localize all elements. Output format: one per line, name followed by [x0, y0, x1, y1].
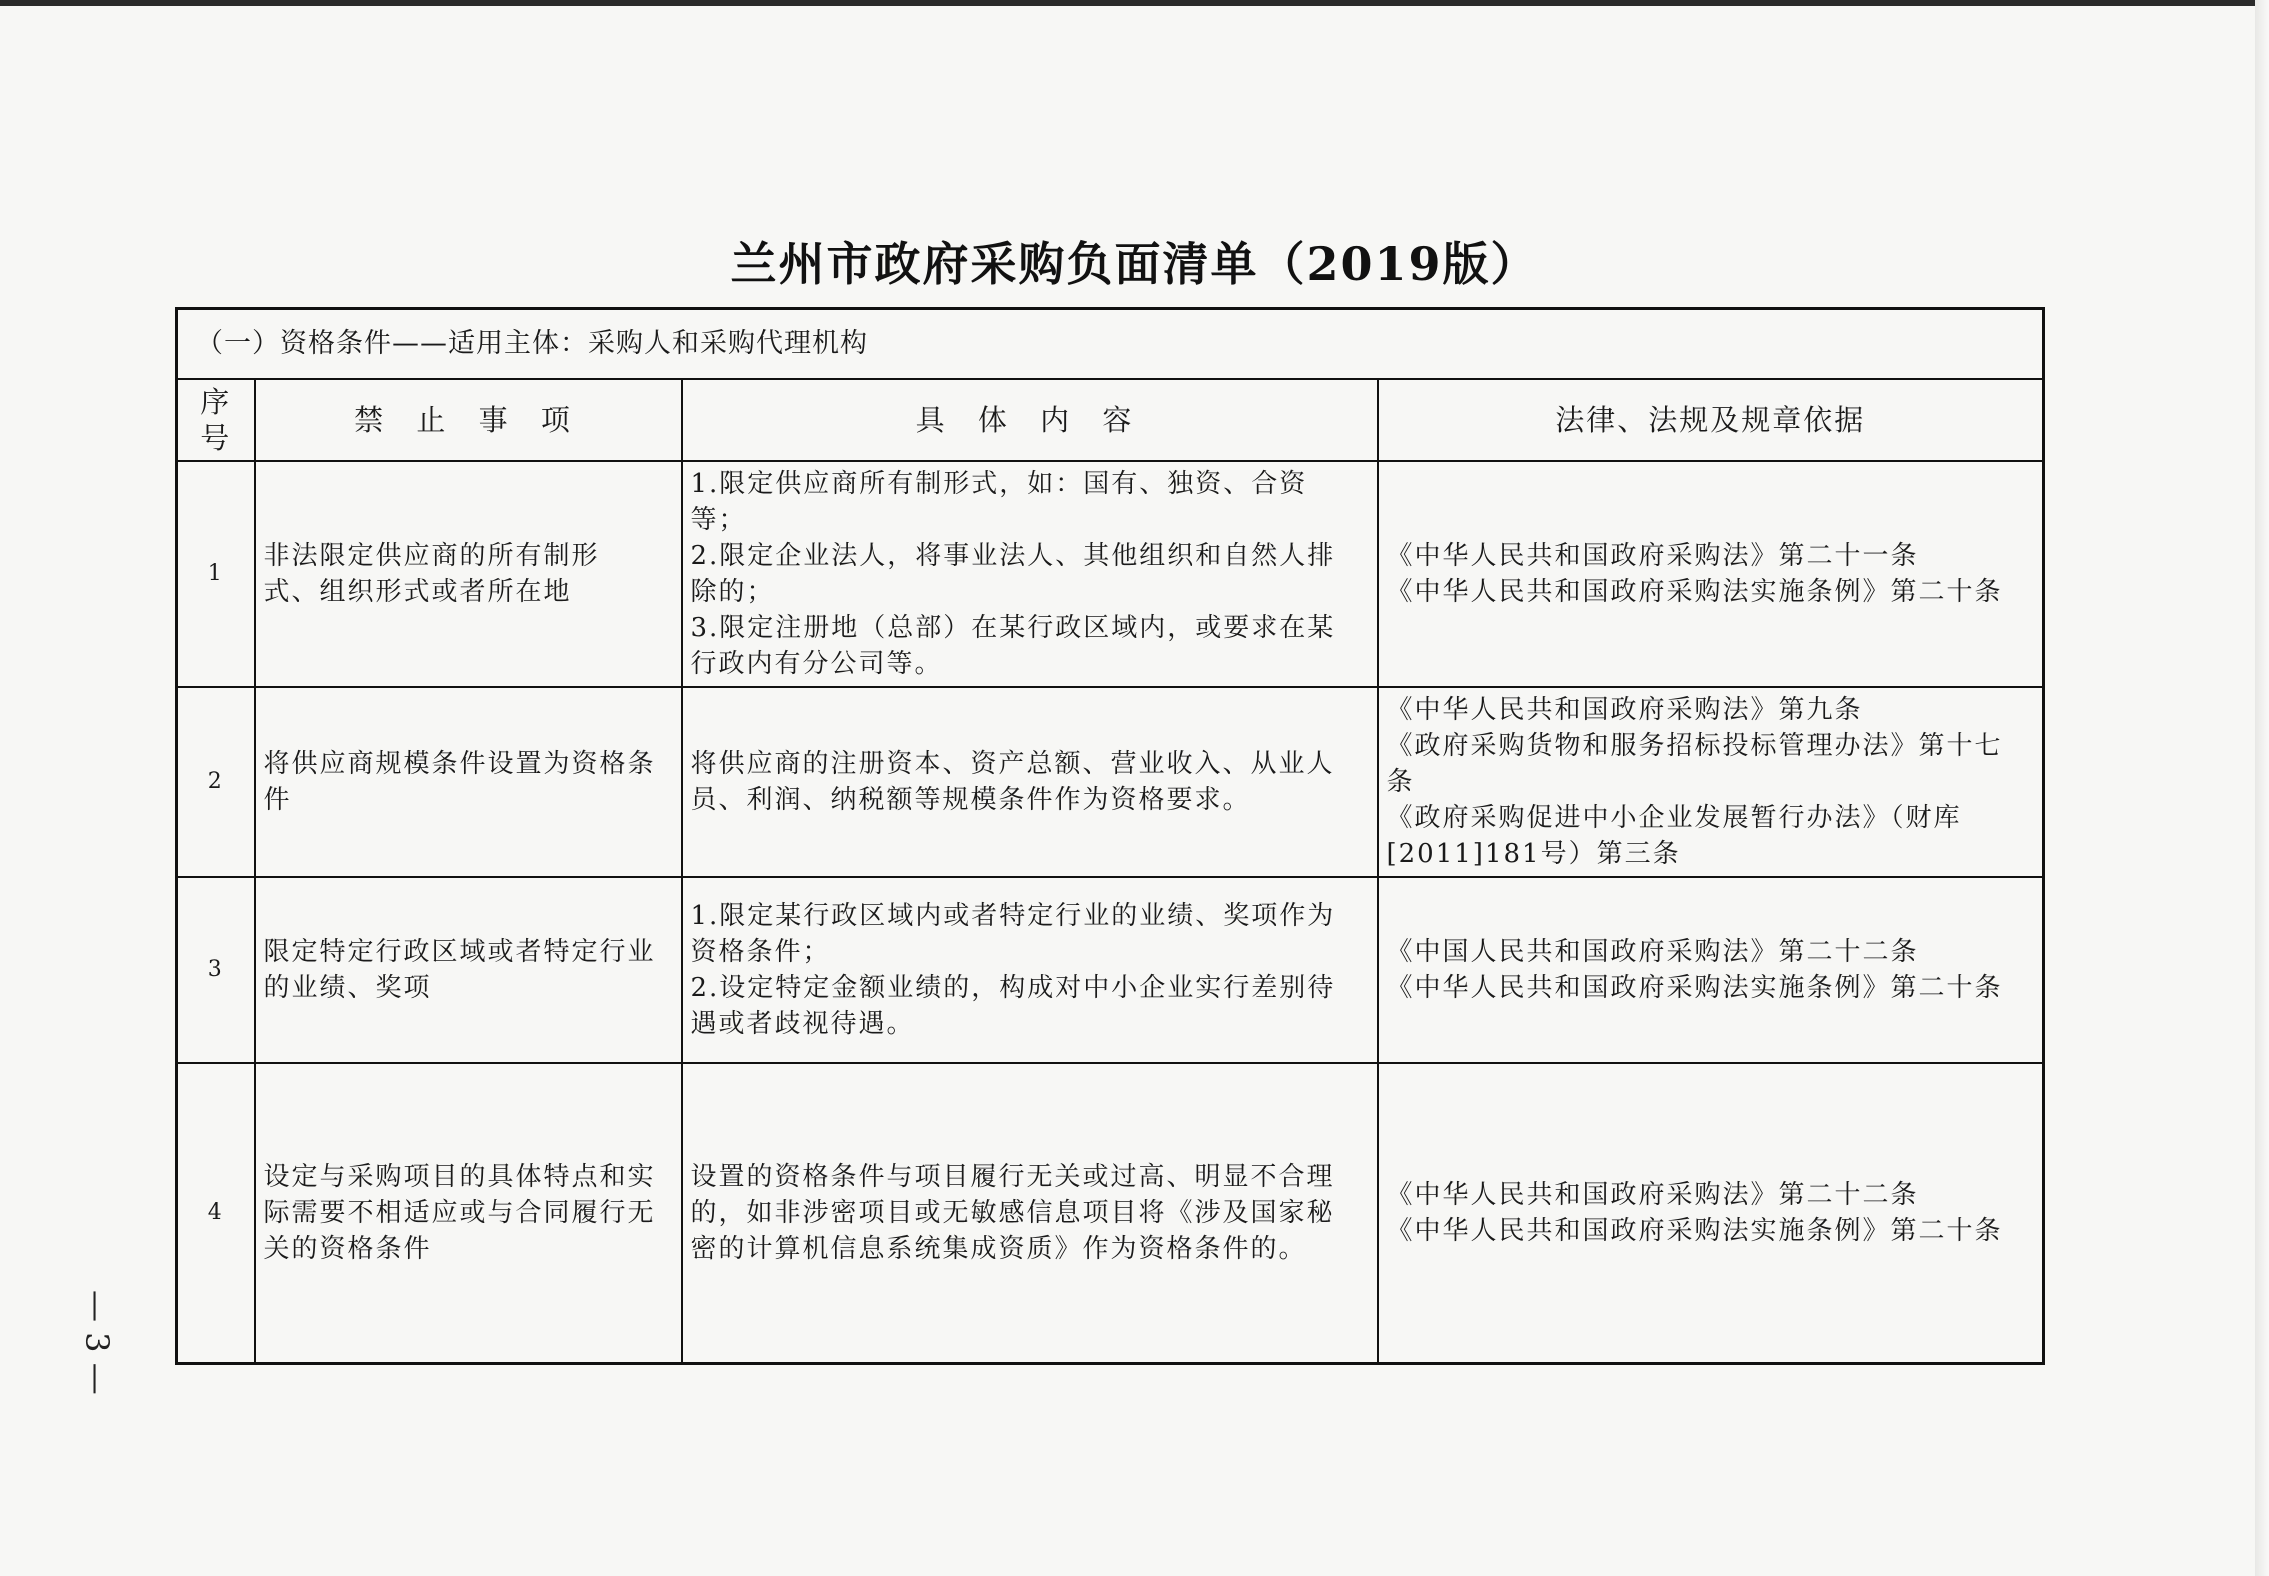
- row-index: 3: [177, 877, 255, 1063]
- scan-edge-top: [0, 0, 2269, 6]
- cell-line: 1.限定供应商所有制形式，如：国有、独资、合资: [690, 469, 1308, 499]
- cell-line: 的，如非涉密项目或无敏感信息项目将《涉及国家秘: [690, 1197, 1335, 1228]
- cell-line: 《政府采购货物和服务招标投标管理办法》第十七: [1386, 731, 2003, 761]
- specific-content-cell: [682, 461, 1378, 687]
- prohibited-item-cell: [255, 877, 682, 1063]
- cell-line: 非法限定供应商的所有制形: [263, 541, 600, 571]
- header-prohibited-item: 禁 止 事 项: [255, 379, 682, 461]
- table-row: [177, 877, 2044, 1063]
- header-index: 序号: [177, 379, 255, 461]
- table-header-row: [177, 379, 2044, 461]
- cell-line: 条: [1386, 767, 1415, 797]
- cell-line: 《中华人民共和国政府采购法实施条例》第二十条: [1386, 577, 2003, 607]
- cell-line: 限定特定行政区域或者特定行业: [263, 937, 656, 967]
- header-specific-content: 具 体 内 容: [682, 379, 1378, 461]
- cell-line: 《中华人民共和国政府采购法》第二十二条: [1386, 1179, 1919, 1210]
- document-title: 兰州市政府采购负面清单（2019版）: [730, 237, 1539, 291]
- cell-line: 遇或者歧视待遇。: [690, 1009, 915, 1039]
- cell-line: 将供应商的注册资本、资产总额、营业收入、从业人: [690, 749, 1335, 779]
- cell-line: 行政内有分公司等。: [690, 649, 943, 679]
- cell-line: 的业绩、奖项: [263, 973, 432, 1003]
- specific-content-cell: [682, 1063, 1378, 1363]
- cell-line: 密的计算机信息系统集成资质》作为资格条件的。: [690, 1233, 1307, 1264]
- table-row: [177, 687, 2044, 877]
- cell-line: 《政府采购促进中小企业发展暂行办法》（财库: [1386, 803, 1962, 833]
- legal-basis-cell: [1378, 1063, 2044, 1363]
- prohibited-item-cell: [255, 1063, 682, 1363]
- cell-line: 1.限定某行政区域内或者特定行业的业绩、奖项作为: [690, 901, 1336, 931]
- cell-line: 《中国人民共和国政府采购法》第二十二条: [1386, 937, 1919, 967]
- cell-line: 等；: [690, 505, 747, 535]
- cell-line: 《中华人民共和国政府采购法实施条例》第二十条: [1386, 973, 2003, 1003]
- specific-content-cell: [682, 687, 1378, 877]
- legal-basis-cell: [1378, 877, 2044, 1063]
- cell-line: 设定与采购项目的具体特点和实: [263, 1161, 656, 1192]
- row-index: 1: [177, 461, 255, 687]
- cell-line: 关的资格条件: [263, 1233, 432, 1264]
- negative-list-table: [175, 307, 2045, 1365]
- cell-line: 式、组织形式或者所在地: [263, 577, 572, 607]
- prohibited-item-cell: [255, 687, 682, 877]
- table-row: [177, 461, 2044, 687]
- specific-content-cell: [682, 877, 1378, 1063]
- cell-line: [2011]181号）第三条: [1386, 839, 1681, 869]
- section-heading: （一）资格条件——适用主体：采购人和采购代理机构: [177, 309, 2044, 380]
- legal-basis-cell: [1378, 687, 2044, 877]
- cell-line: 《中华人民共和国政府采购法》第二十一条: [1386, 541, 1919, 571]
- cell-line: 员、利润、纳税额等规模条件作为资格要求。: [690, 785, 1251, 815]
- table-row: [177, 1063, 2044, 1363]
- header-legal-basis: 法律、法规及规章依据: [1378, 379, 2044, 461]
- cell-line: 际需要不相适应或与合同履行无: [263, 1197, 656, 1228]
- legal-basis-cell: [1378, 461, 2044, 687]
- cell-line: 件: [263, 785, 292, 815]
- cell-line: 设置的资格条件与项目履行无关或过高、明显不合理: [690, 1161, 1335, 1192]
- cell-line: 2.限定企业法人，将事业法人、其他组织和自然人排: [690, 541, 1336, 571]
- prohibited-item-cell: [255, 461, 682, 687]
- cell-line: 《中华人民共和国政府采购法》第九条: [1386, 695, 1863, 725]
- cell-line: 资格条件；: [690, 937, 831, 967]
- cell-line: 2.设定特定金额业绩的，构成对中小企业实行差别待: [690, 973, 1336, 1003]
- row-index: 4: [177, 1063, 255, 1363]
- row-index: 2: [177, 687, 255, 877]
- section-heading-row: [177, 309, 2044, 380]
- cell-line: 除的；: [690, 577, 775, 607]
- page-number: — 3 —: [78, 1290, 116, 1395]
- cell-line: 《中华人民共和国政府采购法实施条例》第二十条: [1386, 1215, 2003, 1246]
- cell-line: 3.限定注册地（总部）在某行政区域内，或要求在某: [690, 613, 1336, 643]
- cell-line: 将供应商规模条件设置为资格条: [263, 749, 656, 779]
